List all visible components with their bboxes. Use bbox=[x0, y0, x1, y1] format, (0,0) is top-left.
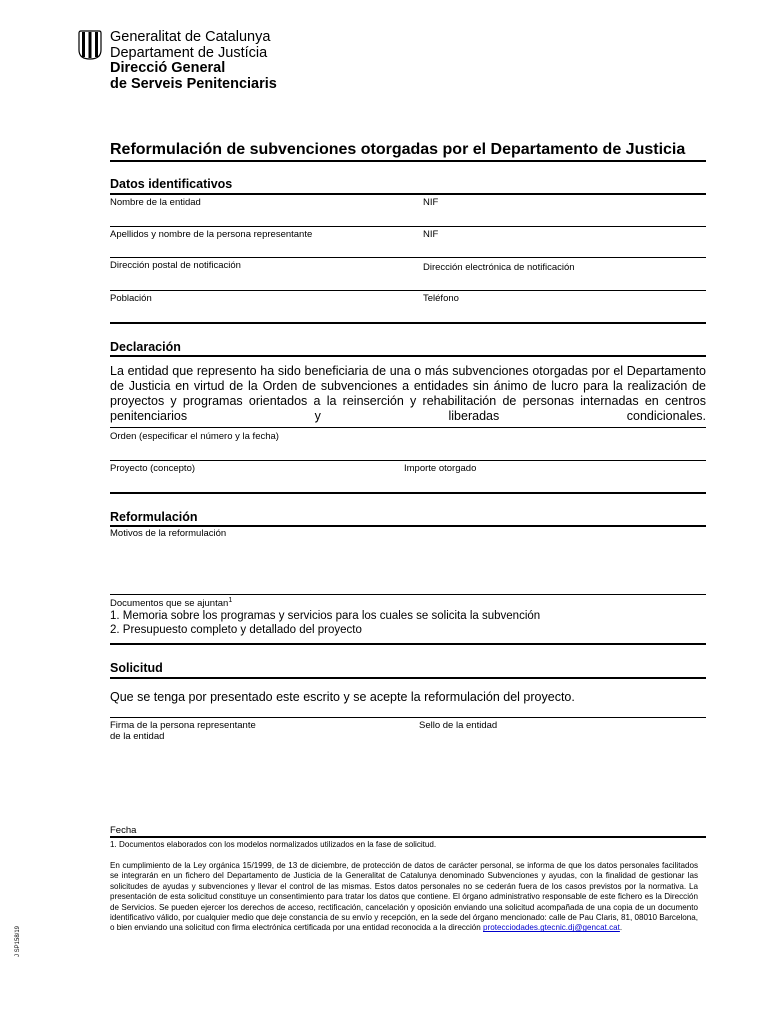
direccion-postal-label: Dirección postal de notificación bbox=[110, 260, 241, 271]
importe-label: Importe otorgado bbox=[404, 463, 477, 474]
field-divider bbox=[110, 226, 706, 227]
field-divider bbox=[110, 717, 706, 718]
legal-notice bbox=[110, 861, 698, 934]
form-code: J SP158/19 bbox=[15, 925, 21, 957]
section-end-rule bbox=[110, 836, 706, 838]
field-divider bbox=[110, 460, 706, 461]
nif-label-1: NIF bbox=[423, 197, 439, 208]
section-end-rule bbox=[110, 643, 706, 645]
sello-label: Sello de la entidad bbox=[419, 720, 498, 731]
datos-rule bbox=[110, 193, 706, 195]
orden-label: Orden (especificar el número y la fecha) bbox=[110, 431, 279, 442]
reformulacion-rule bbox=[110, 525, 706, 527]
motivos-label: Motivos de la reformulación bbox=[110, 528, 227, 539]
section-declaracion-heading: Declaración bbox=[110, 340, 181, 354]
section-end-rule bbox=[110, 492, 706, 494]
legal-end: . bbox=[619, 923, 623, 933]
field-divider bbox=[110, 594, 706, 595]
section-solicitud-heading: Solicitud bbox=[110, 661, 163, 675]
generalitat-stripes-logo bbox=[78, 30, 102, 60]
firma-label bbox=[110, 720, 256, 742]
section-end-rule bbox=[110, 322, 706, 324]
poblacion-label: Población bbox=[110, 293, 152, 304]
footnote: 1. Documentos elaborados con los modelos normalizados utilizados en la fase de solicitud. bbox=[110, 840, 437, 849]
firma-label-line-2: de la entidad bbox=[110, 731, 165, 742]
org-line-4: de Serveis Penitenciaris bbox=[110, 75, 277, 92]
fecha-label: Fecha bbox=[110, 825, 137, 836]
email-link[interactable]: protecciodades.gtecnic.dj@gencat.cat bbox=[483, 923, 620, 933]
legal-text: En cumplimiento de la Ley orgánica 15/1999, de 13 de diciembre, de protección de datos de carácter personal, se informa de que los datos personales facilitados se integrarán en un fichero del Departamento de Justicia de la Generalitat de Catalunya denominado Subvenciones y ayudas, con la finalidad de gestionar las solicitudes de ayudas y subvenciones y llevar el control de las mismas. Estos datos personales no se cederán fuera de los casos previstos por la normativa. La presentación de esta solicitud constituye un consentimiento para tratar los datos que contiene. El órgano administrativo responsable de este fichero es la Dirección de Servicios. Se pueden ejercer los derechos de acceso, rectificación, cancelación y oposición enviando una solicitud acompañada de una copia de un documento identificativo válido, por cualquier medio que deje constancia de su envío y recepción, en la sede del órgano mencionado: calle de Pau Claris, 81, 08010 Barcelona, o bien enviando una solicitud con firma electrónica certificada por una entidad reconocida a la dirección bbox=[110, 861, 698, 933]
direccion-electronica-label: Dirección electrónica de notificación bbox=[423, 262, 575, 273]
documentos-label bbox=[110, 597, 232, 609]
proyecto-label: Proyecto (concepto) bbox=[110, 463, 196, 474]
document-list bbox=[110, 609, 540, 637]
apellidos-label: Apellidos y nombre de la persona representante bbox=[110, 229, 313, 240]
organization-header bbox=[110, 30, 277, 92]
telefono-label: Teléfono bbox=[423, 293, 459, 304]
document-item-1: 1. Memoria sobre los programas y servicios para los cuales se solicita la subvención bbox=[110, 610, 541, 622]
field-divider bbox=[110, 290, 706, 291]
field-divider bbox=[110, 257, 706, 258]
org-line-3: Direcció General bbox=[110, 60, 226, 76]
solicitud-rule bbox=[110, 677, 706, 679]
section-reformulacion-heading: Reformulación bbox=[110, 510, 198, 524]
document-item-2: 2. Presupuesto completo y detallado del proyecto bbox=[110, 624, 362, 636]
firma-label-line-1: Firma de la persona representante bbox=[110, 720, 256, 731]
nombre-entidad-label: Nombre de la entidad bbox=[110, 197, 201, 208]
field-divider bbox=[110, 427, 706, 428]
declaracion-rule bbox=[110, 355, 706, 357]
title-rule bbox=[110, 160, 706, 162]
section-datos-heading: Datos identificativos bbox=[110, 177, 233, 191]
form-title: Reformulación de subvenciones otorgadas por el Departamento de Justicia bbox=[110, 141, 686, 158]
solicitud-text: Que se tenga por presentado este escrito y se acepte la reformulación del proyecto. bbox=[110, 690, 575, 704]
nif-label-2: NIF bbox=[423, 229, 439, 240]
org-line-2: Departament de Justícia bbox=[110, 44, 268, 61]
org-line-1: Generalitat de Catalunya bbox=[110, 29, 271, 45]
documentos-text: Documentos que se ajuntan bbox=[110, 598, 229, 610]
declaracion-text: La entidad que represento ha sido beneficiaria de una o más subvenciones otorgadas por el Departamento de Justicia en virtud de la Orden de subvenciones a entidades sin ánimo de lucro para la realización de proyectos y programas orientados a la reinserción y rehabilitación de personas internadas en centros penitenciarios y liberadas condicionales. bbox=[110, 364, 706, 423]
footnote-marker: 1 bbox=[228, 597, 233, 604]
